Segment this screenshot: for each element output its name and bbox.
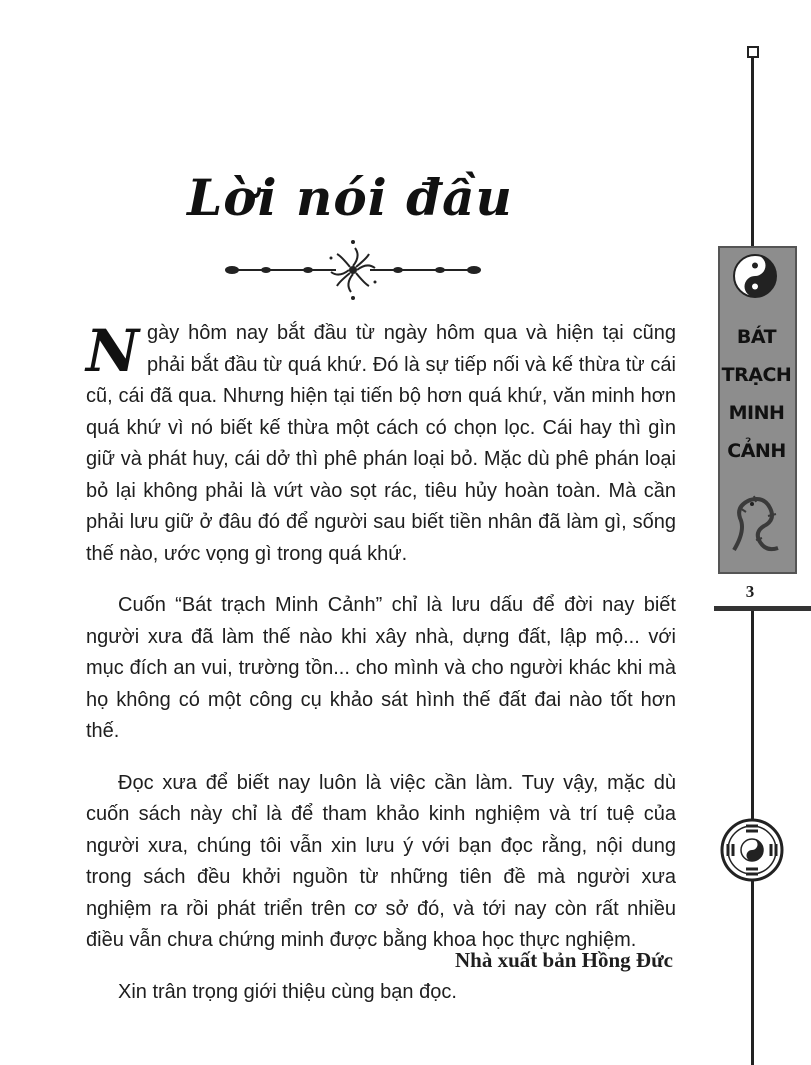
paragraph [86,318,676,570]
paragraph: Cuốn “Bát trạch Minh Cảnh” chỉ là lưu dấu để đời nay biết người xưa đã làm thế nào khi xây nhà, dựng đất, lập mộ... với mục đích an vui, trường tồn... cho mình và cho người khác khi mà họ không có một công cụ khảo sát hình thế đất đai nào tốt hơn thế. [86,594,676,742]
rail-line [751,56,754,246]
yin-yang-icon [731,252,779,300]
paragraph-text: gày hôm nay bắt đầu từ ngày hôm qua và hiện tại cũng phải bắt đầu từ quá khứ. Đó là sự tiếp nối và kế thừa từ cái cũ, cái đã qua. Nhưng hiện tại tiến bộ hơn quá khứ, văn minh hơn quá khứ vì nó biết kế thừa một cách có chọn lọc. Cái hay thì gìn giữ và phát huy, cái dở thì phê phán loại bỏ. Mặc dù phê phán loại bỏ lại không phải là vứt vào sọt rác, tiêu hủy hoàn toàn. Mà cần phải lưu giữ ở đâu đó để người sau biết tiền nhân đã làm gì, sống thế nào, ước vọng gì trong quá khứ. [86,322,676,565]
drop-cap: N [86,317,140,385]
side-tab-title [718,318,795,470]
side-tab-line: TRẠCH [721,364,792,386]
paragraph: Xin trân trọng giới thiệu cùng bạn đọc. [118,980,457,1003]
bagua-icon [720,818,784,882]
side-tab-line: CẢNH [727,440,786,462]
publisher-signature: Nhà xuất bản Hồng Đức [455,948,673,972]
paragraph: Đọc xưa để biết nay luôn là việc cần làm. Tuy vậy, mặc dù cuốn sách này chỉ là để tham khảo kinh nghiệm và trí tuệ của người xưa, chúng tôi vẫn xin lưu ý với bạn đọc rằng, nội dung trong sách đều khởi nguồn từ những tiên đề mà người xưa nghiệm ra rồi phát triển trên cơ sở đó, và tới nay còn rất nhiều điều vẫn chưa chứng minh được bằng khoa học thực nghiệm. [86,771,676,951]
side-tab-line: MINH [728,402,785,424]
page-number-bar [714,606,811,611]
page-title: Lời nói đầu [187,168,513,227]
ornament-divider-icon [218,238,488,300]
page-number: 3 [745,582,755,601]
body-text [86,318,676,1028]
dragon-icon [726,490,786,560]
side-tab-line: BÁT [736,326,777,348]
